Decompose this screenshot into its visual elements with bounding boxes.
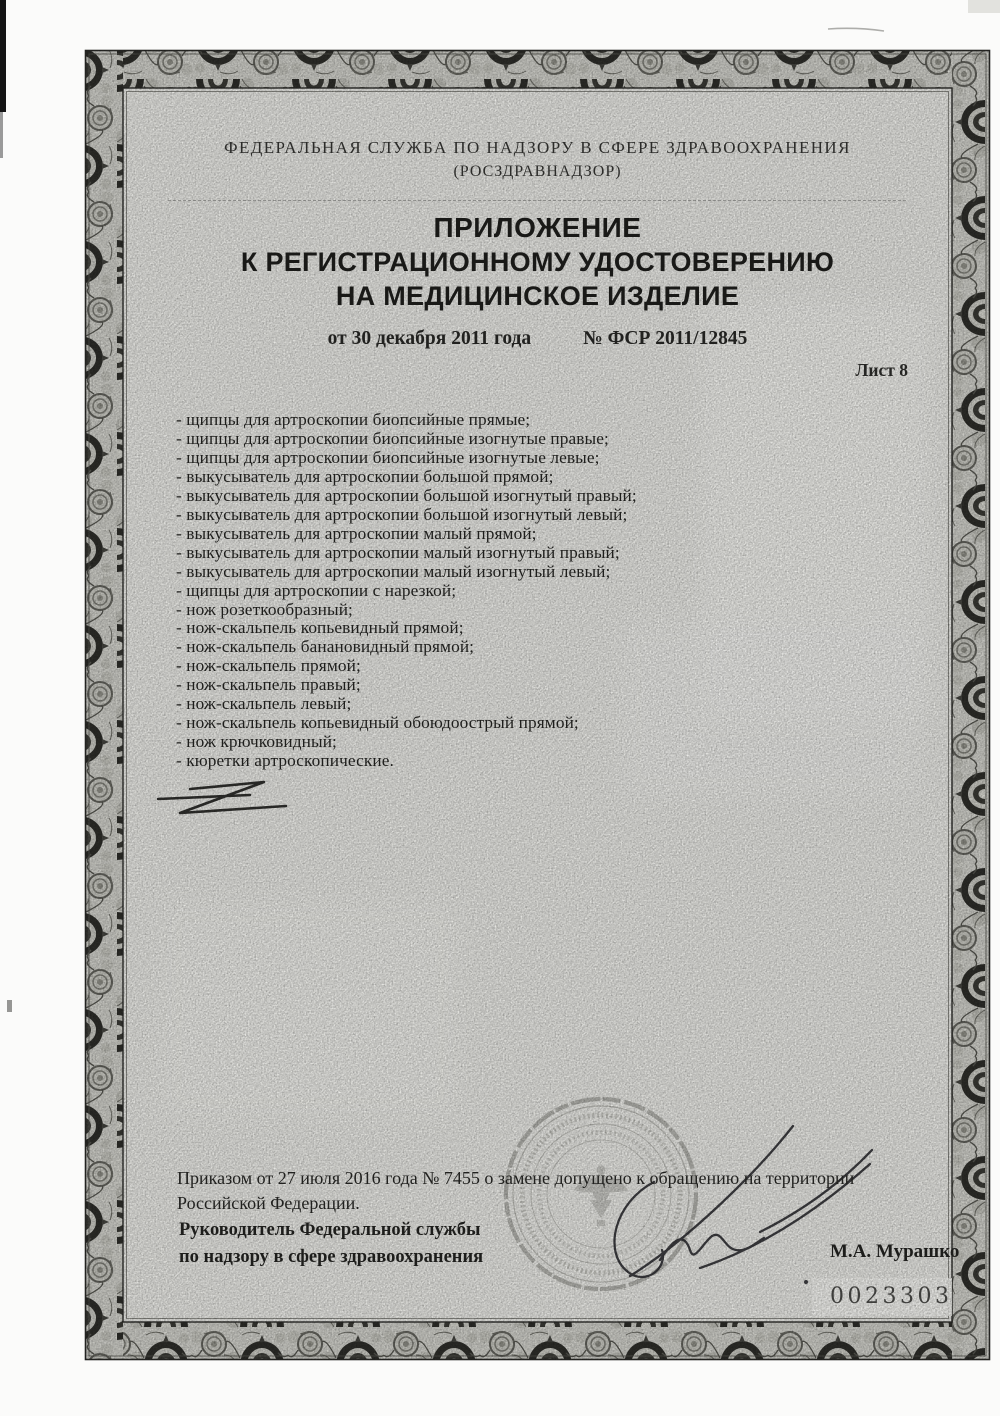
list-item: - нож-скальпель копьевидный прямой; — [176, 618, 464, 638]
official-name: М.А. Мурашко — [830, 1241, 960, 1262]
official-title — [179, 1217, 483, 1270]
list-item: - щипцы для артроскопии биопсийные изогнутые левые; — [176, 447, 600, 467]
list-item: - нож-скальпель копьевидный обоюдоострый прямой; — [176, 713, 579, 733]
list-item: - щипцы для артроскопии биопсийные прямые; — [176, 410, 531, 429]
list-item: - выкусыватель для артроскопии малый изогнутый левый; — [176, 561, 611, 581]
list-item: - выкусыватель для артроскопии малый прямой; — [176, 523, 537, 543]
document-title-line1: ПРИЛОЖЕНИЕ — [433, 212, 642, 243]
agency-name-line2: (РОСЗДРАВНАДЗОР) — [453, 163, 622, 180]
document-title — [123, 211, 952, 313]
list-item: - выкусыватель для артроскопии малый изогнутый правый; — [176, 542, 620, 562]
list-item: - нож крючковидный; — [176, 732, 337, 752]
list-item: - кюретки артроскопические. — [176, 751, 394, 771]
list-item: - щипцы для артроскопии биопсийные изогнутые правые; — [176, 428, 609, 448]
dotted-separator — [168, 200, 906, 201]
registration-dateline — [123, 328, 952, 350]
document-title-line3: НА МЕДИЦИНСКОЕ ИЗДЕЛИЕ — [335, 281, 740, 311]
registration-number: № ФСР 2011/12845 — [583, 328, 748, 349]
list-item: - выкусыватель для артроскопии большой прямой; — [176, 466, 554, 486]
registration-date: от 30 декабря 2011 года — [327, 328, 532, 349]
official-title-line1: Руководитель Федеральной службы — [179, 1220, 481, 1240]
order-statement: Приказом от 27 июля 2016 года № 7455 о замене допущено к обращению на территории Российской Федерации. — [177, 1168, 855, 1213]
list-item: - выкусыватель для артроскопии большой изогнутый правый; — [176, 485, 637, 505]
sheet-number: Лист 8 — [855, 360, 908, 380]
device-list — [176, 411, 796, 771]
list-item: - нож-скальпель банановидный прямой; — [176, 637, 475, 657]
official-title-line2: по надзору в сфере здравоохранения — [179, 1246, 484, 1267]
form-serial-number: 0023303 — [830, 1284, 953, 1309]
document-title-line2: К РЕГИСТРАЦИОННОМУ УДОСТОВЕРЕНИЮ — [240, 247, 835, 277]
list-item: - нож-скальпель правый; — [176, 675, 361, 695]
list-item: - выкусыватель для артроскопии большой изогнутый левый; — [176, 504, 628, 524]
list-item: - нож розеткообразный; — [176, 599, 353, 619]
agency-name-line1: ФЕДЕРАЛЬНАЯ СЛУЖБА ПО НАДЗОРУ В СФЕРЕ ЗДРАВООХРАНЕНИЯ — [224, 138, 851, 157]
list-item: - нож-скальпель прямой; — [176, 656, 361, 676]
list-item: - щипцы для артроскопии с нарезкой; — [176, 580, 457, 600]
list-item: - нож-скальпель левый; — [176, 694, 352, 714]
